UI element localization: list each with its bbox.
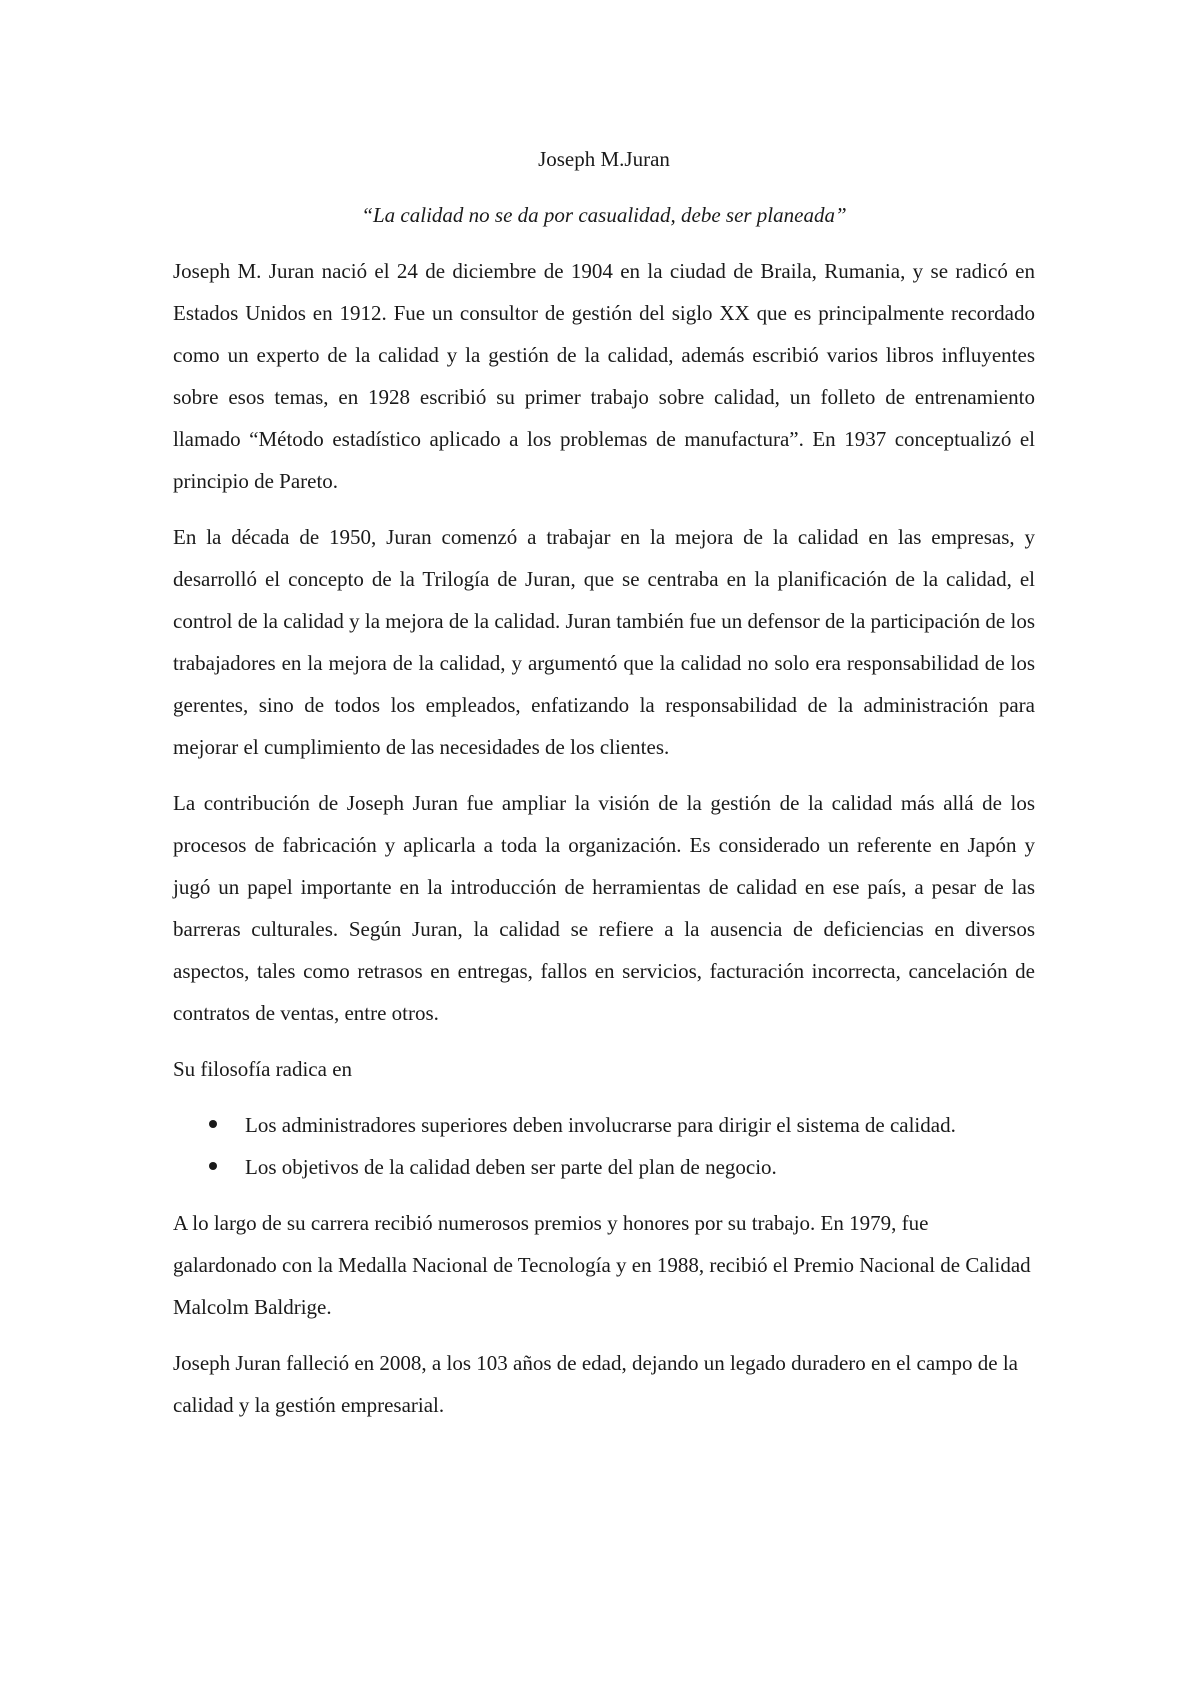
paragraph-contribution: La contribución de Joseph Juran fue ampliar la visión de la gestión de la calidad más allá de los procesos de fabricación y aplicarla a toda la organización. Es considerado un referente en Japón y jugó un papel importante en la introducción de herramientas de calidad en ese país, a pesar de las barreras culturales. Según Juran, la calidad se refiere a la ausencia de deficiencias en diversos aspectos, tales como retrasos en entregas, fallos en servicios, facturación incorrecta, cancelación de contratos de ventas, entre otros. bbox=[173, 791, 1035, 1025]
document-title: Joseph M.Juran bbox=[538, 147, 670, 171]
bullet-icon bbox=[209, 1120, 217, 1128]
philosophy-list bbox=[173, 1104, 1035, 1188]
paragraph-closing: Joseph Juran falleció en 2008, a los 103 años de edad, dejando un legado duradero en el campo de la calidad y la gestión empresarial. bbox=[173, 1351, 1018, 1417]
document-quote: “La calidad no se da por casualidad, debe ser planeada” bbox=[361, 203, 847, 227]
paragraph-biography: Joseph M. Juran nació el 24 de diciembre de 1904 en la ciudad de Braila, Rumania, y se radicó en Estados Unidos en 1912. Fue un consultor de gestión del siglo XX que es principalmente recordado como un experto de la calidad y la gestión de la calidad, además escribió varios libros influyentes sobre esos temas, en 1928 escribió su primer trabajo sobre calidad, un folleto de entrenamiento llamado “Método estadístico aplicado a los problemas de manufactura”. En 1937 conceptualizó el principio de Pareto. bbox=[173, 259, 1035, 493]
list-item-text: Los administradores superiores deben involucrarse para dirigir el sistema de calidad. bbox=[245, 1113, 956, 1137]
list-item bbox=[245, 1146, 1035, 1188]
document-page bbox=[173, 138, 1035, 1426]
list-item bbox=[245, 1104, 1035, 1146]
paragraph-trilogy: En la década de 1950, Juran comenzó a trabajar en la mejora de la calidad en las empresas, y desarrolló el concepto de la Trilogía de Juran, que se centraba en la planificación de la calidad, el control de la calidad y la mejora de la calidad. Juran también fue un defensor de la participación de los trabajadores en la mejora de la calidad, y argumentó que la calidad no solo era responsabilidad de los gerentes, sino de todos los empleados, enfatizando la responsabilidad de la administración para mejorar el cumplimiento de las necesidades de los clientes. bbox=[173, 525, 1035, 759]
bullet-icon bbox=[209, 1162, 217, 1170]
list-item-text: Los objetivos de la calidad deben ser parte del plan de negocio. bbox=[245, 1155, 777, 1179]
philosophy-intro: Su filosofía radica en bbox=[173, 1057, 353, 1081]
paragraph-awards: A lo largo de su carrera recibió numerosos premios y honores por su trabajo. En 1979, fue galardonado con la Medalla Nacional de Tecnología y en 1988, recibió el Premio Nacional de Calidad Malcolm Baldrige. bbox=[173, 1211, 1031, 1319]
